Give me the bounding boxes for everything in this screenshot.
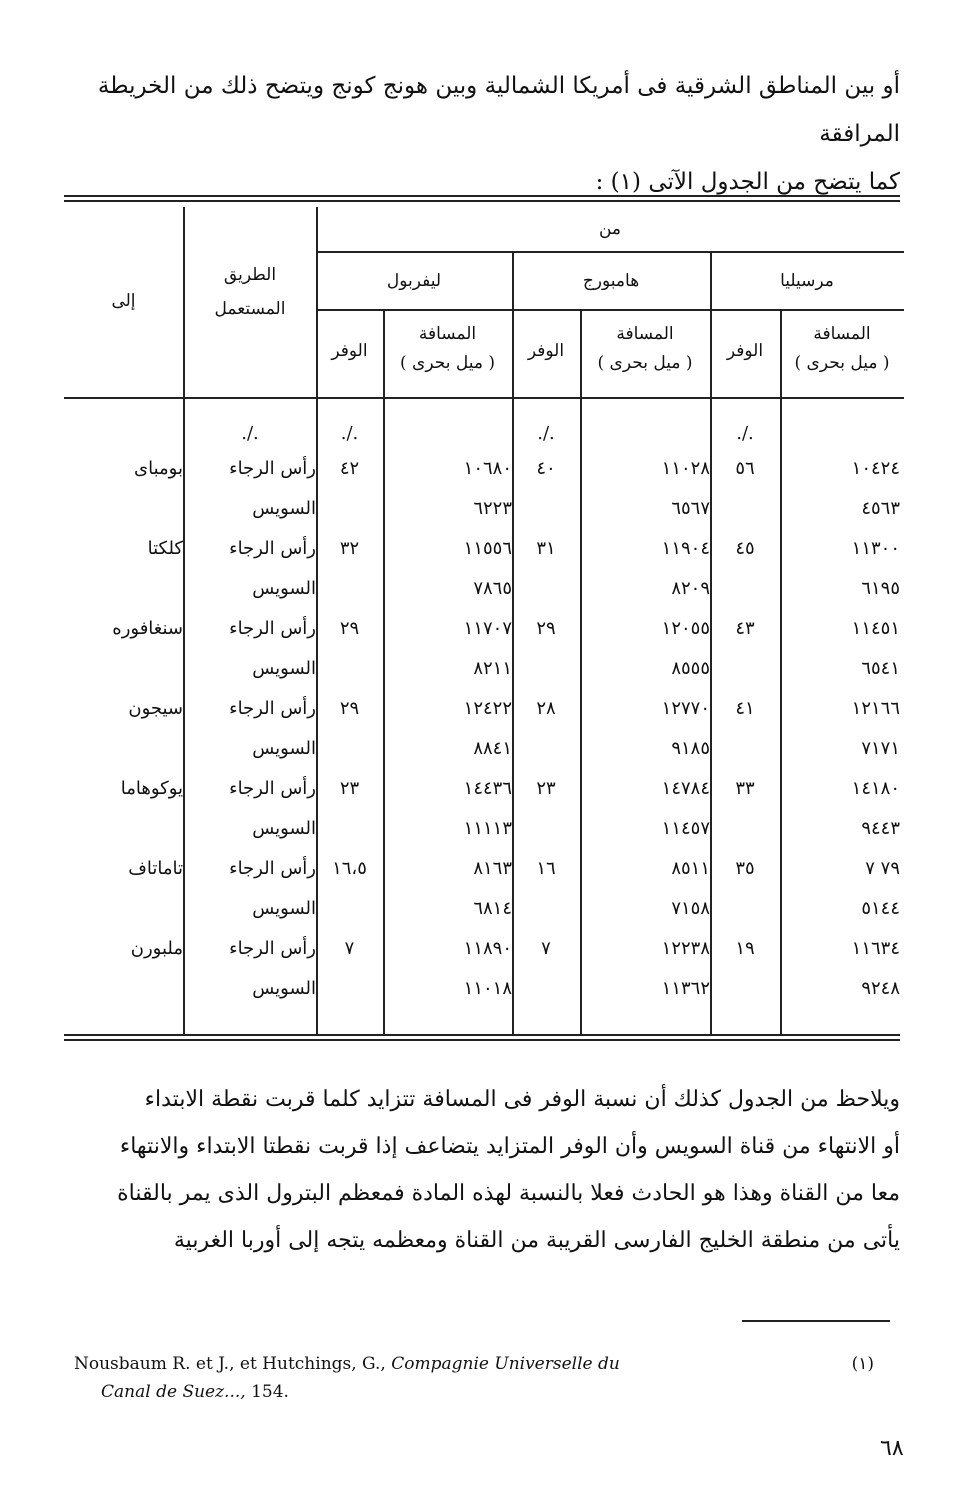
cell-lsav xyxy=(316,888,383,928)
cell-hsav: ٢٨ xyxy=(536,697,556,719)
cell-route: السويس xyxy=(252,657,316,679)
cell-ssav xyxy=(710,488,780,528)
table-row xyxy=(64,928,900,968)
cell-ssav: ١٩ xyxy=(735,937,755,959)
table-row xyxy=(64,528,900,568)
cell-ssav xyxy=(710,568,780,608)
cell-sdist: ٧١٧١ xyxy=(861,737,900,759)
cell-dest xyxy=(64,968,183,1008)
cell-ssav: ٣٥ xyxy=(735,857,755,879)
cell-ldist: ٦٨١٤ xyxy=(473,897,512,919)
cell-route: السويس xyxy=(252,497,316,519)
cell-ldist: ٨١٦٣ xyxy=(473,857,512,879)
cell-route: السويس xyxy=(252,897,316,919)
cell-sdist: ٦١٩٥ xyxy=(861,577,900,599)
cell-ssav xyxy=(710,968,780,1008)
header-hamburg-distance-2: ( ميل بحرى ) xyxy=(597,353,693,373)
cell-hdist: ١١٣٦٢ xyxy=(661,977,710,999)
cell-ldist: ٨٢١١ xyxy=(473,657,512,679)
cell-ldist: ١١١١٣ xyxy=(463,817,512,839)
cell-hdist: ١٤٧٨٤ xyxy=(661,777,710,799)
cell-sdist: ٩٤٤٣ xyxy=(861,817,900,839)
cell-hdist: ١١٠٢٨ xyxy=(661,457,710,479)
cell-ldist: ١١٠١٨ xyxy=(463,977,512,999)
table-row xyxy=(64,608,900,648)
cell-lsav: ٧ xyxy=(344,937,355,959)
cell-lsav: ٤٢ xyxy=(339,457,360,479)
cell-hdist: ١٢٠٥٥ xyxy=(661,617,710,639)
cell-ldist: ٨٨٤١ xyxy=(473,737,512,759)
cell-ldist: ٧٨٦٥ xyxy=(473,577,512,599)
cell-hdist: ٨٥١١ xyxy=(671,857,710,879)
cell-dest: سيجون xyxy=(128,697,183,719)
cell-lsav xyxy=(316,488,383,528)
cell-hdist: ٦٥٦٧ xyxy=(671,497,710,519)
cell-ldist: ١١٥٥٦ xyxy=(463,537,512,559)
cell-ssav: ٤١ xyxy=(735,697,755,719)
header-route-line1: الطريق xyxy=(223,265,277,285)
cell-route: رأس الرجاء xyxy=(229,617,316,639)
cell-dest xyxy=(64,728,183,768)
table-row xyxy=(64,448,900,488)
cell-dest xyxy=(64,808,183,848)
footnote xyxy=(74,1350,874,1406)
footnote-page: 154. xyxy=(251,1382,289,1402)
cell-sdist: ١١٣٠٠ xyxy=(851,537,900,559)
header-rule-bottom xyxy=(64,397,904,399)
cell-dest: بومباى xyxy=(134,457,183,479)
cell-lsav xyxy=(316,728,383,768)
cell-route: رأس الرجاء xyxy=(229,937,316,959)
cell-ldist: ١١٧٠٧ xyxy=(463,617,512,639)
header-to: إلى xyxy=(111,291,136,311)
cell-hsav: ١٦ xyxy=(536,857,556,879)
cell-ldist: ١٠٦٨٠ xyxy=(463,457,512,479)
footnote-title: Compagnie Universelle du xyxy=(391,1354,620,1374)
cell-dest: يوكوهاما xyxy=(120,777,183,799)
header-from: من xyxy=(598,219,622,239)
table-row xyxy=(64,648,900,688)
header-marseille-distance-2: ( ميل بحرى ) xyxy=(794,353,890,373)
cell-hsav: ٢٣ xyxy=(536,777,556,799)
cell-hdist: ٨٥٥٥ xyxy=(671,657,710,679)
table-top-rule xyxy=(64,195,900,202)
cell-dest xyxy=(64,648,183,688)
cell-lsav: ٢٩ xyxy=(339,617,360,639)
header-liverpool-distance-2: ( ميل بحرى ) xyxy=(400,353,495,373)
header-rule-ports xyxy=(316,309,904,311)
footnote-title-2: Canal de Suez..., xyxy=(101,1382,246,1402)
header-marseille-savings: الوفر xyxy=(726,341,764,361)
cell-dest xyxy=(64,488,183,528)
distance-table xyxy=(64,448,900,1008)
percent-route: ./. xyxy=(241,423,259,444)
cell-dest xyxy=(64,568,183,608)
cell-hsav: ٣١ xyxy=(536,537,556,559)
cell-lsav: ٢٣ xyxy=(339,777,360,799)
cell-hsav xyxy=(512,488,580,528)
cell-route: رأس الرجاء xyxy=(229,457,316,479)
header-rule-from xyxy=(316,251,904,253)
header-route-line2: المستعمل xyxy=(214,299,286,319)
cell-ssav xyxy=(710,888,780,928)
cell-lsav: ٣٢ xyxy=(339,537,360,559)
cell-hdist: ١١٩٠٤ xyxy=(661,537,710,559)
cell-lsav xyxy=(316,968,383,1008)
cell-sdist: ٦٥٤١ xyxy=(861,657,900,679)
table-row xyxy=(64,688,900,728)
cell-ldist: ١٢٤٢٢ xyxy=(463,697,512,719)
header-port-liverpool: ليفربول xyxy=(386,271,442,291)
cell-hsav xyxy=(512,808,580,848)
cell-lsav xyxy=(316,648,383,688)
table-row xyxy=(64,728,900,768)
cell-hsav xyxy=(512,728,580,768)
cell-lsav xyxy=(316,568,383,608)
cell-hsav xyxy=(512,968,580,1008)
cell-hdist: ١٢٢٣٨ xyxy=(661,937,710,959)
percent-marseille: ./. xyxy=(736,423,754,444)
cell-ldist: ١٤٤٣٦ xyxy=(463,777,512,799)
cell-dest: كلكتا xyxy=(147,537,183,559)
table-row xyxy=(64,968,900,1008)
after-line-3: معا من القناة وهذا هو الحادث فعلا بالنسبة لهذه المادة فمعظم البترول الذى يمر بالقناة xyxy=(117,1181,900,1206)
cell-hsav: ٢٩ xyxy=(536,617,556,639)
cell-ssav xyxy=(710,808,780,848)
cell-hsav: ٧ xyxy=(541,937,551,959)
cell-ssav: ٤٥ xyxy=(735,537,755,559)
cell-ssav: ٣٣ xyxy=(735,777,755,799)
intro-line-1: أو بين المناطق الشرقية فى أمريكا الشمالية وبين هونج كونج ويتضح ذلك من الخريطة المرافقة xyxy=(97,73,900,147)
cell-sdist: ١٢١٦٦ xyxy=(851,697,900,719)
cell-route: السويس xyxy=(252,577,316,599)
cell-ldist: ٦٢٢٣ xyxy=(473,497,512,519)
intro-line-2: كما يتضح من الجدول الآتى (١) : xyxy=(595,169,900,195)
header-hamburg-savings: الوفر xyxy=(527,341,565,361)
cell-ssav: ٥٦ xyxy=(735,457,755,479)
cell-hdist: ٨٢٠٩ xyxy=(671,577,710,599)
table-row xyxy=(64,808,900,848)
cell-sdist: ٧٩ ٧ xyxy=(865,857,900,879)
following-paragraph xyxy=(70,1076,900,1264)
cell-route: رأس الرجاء xyxy=(229,537,316,559)
cell-ssav: ٤٣ xyxy=(735,617,755,639)
table-row xyxy=(64,848,900,888)
cell-lsav xyxy=(316,808,383,848)
cell-sdist: ٤٥٦٣ xyxy=(861,497,900,519)
table-row xyxy=(64,488,900,528)
cell-sdist: ٩٢٤٨ xyxy=(861,977,900,999)
cell-sdist: ١٤١٨٠ xyxy=(851,777,900,799)
cell-sdist: ٥١٤٤ xyxy=(861,897,900,919)
cell-route: رأس الرجاء xyxy=(229,857,316,879)
header-marseille-distance-1: المسافة xyxy=(813,324,871,344)
cell-lsav: ٢٩ xyxy=(339,697,360,719)
cell-dest: سنغافوره xyxy=(112,617,183,639)
header-hamburg-distance-1: المسافة xyxy=(616,324,674,344)
after-line-2: أو الانتهاء من قناة السويس وأن الوفر المتزايد يتضاعف إذا قربت نقطتا الابتداء والانتهاء xyxy=(119,1134,900,1159)
table-bottom-rule xyxy=(64,1034,900,1041)
cell-sdist: ١١٤٥١ xyxy=(851,617,900,639)
cell-hdist: ٧١٥٨ xyxy=(671,897,710,919)
cell-lsav: ١٦،٥ xyxy=(332,857,367,879)
cell-ldist: ١١٨٩٠ xyxy=(463,937,512,959)
table-row xyxy=(64,568,900,608)
cell-ssav xyxy=(710,728,780,768)
cell-sdist: ١١٦٣٤ xyxy=(851,937,900,959)
header-liverpool-savings: الوفر xyxy=(331,341,368,361)
cell-route: رأس الرجاء xyxy=(229,777,316,799)
after-line-1: ويلاحظ من الجدول كذلك أن نسبة الوفر فى المسافة تتزايد كلما قربت نقطة الابتداء xyxy=(144,1087,900,1112)
footnote-authors: Nousbaum R. et J., et Hutchings, G., xyxy=(74,1354,386,1374)
cell-hsav xyxy=(512,648,580,688)
after-line-4: يأتى من منطقة الخليج الفارسى القريبة من القناة ومعظمه يتجه إلى أوربا الغربية xyxy=(173,1228,900,1253)
cell-route: السويس xyxy=(252,737,316,759)
cell-hdist: ١١٤٥٧ xyxy=(661,817,710,839)
cell-route: السويس xyxy=(252,977,316,999)
percent-hamburg: ./. xyxy=(537,423,555,444)
cell-dest xyxy=(64,888,183,928)
cell-dest: ملبورن xyxy=(130,937,183,959)
footnote-rule xyxy=(742,1320,890,1322)
table-row xyxy=(64,768,900,808)
footnote-mark: (١) xyxy=(851,1354,874,1374)
cell-route: رأس الرجاء xyxy=(229,697,316,719)
page-number: ٦٨ xyxy=(880,1436,904,1461)
header-port-hamburg: هامبورج xyxy=(582,271,640,291)
table-row xyxy=(64,888,900,928)
cell-hdist: ١٢٧٧٠ xyxy=(661,697,710,719)
cell-hsav xyxy=(512,568,580,608)
intro-paragraph xyxy=(70,62,900,206)
cell-dest: تاماتاف xyxy=(128,857,183,879)
cell-sdist: ١٠٤٢٤ xyxy=(851,457,900,479)
cell-ssav xyxy=(710,648,780,688)
cell-hsav: ٤٠ xyxy=(536,457,556,479)
header-port-marseille: مرسيليا xyxy=(780,271,834,291)
header-liverpool-distance-1: المسافة xyxy=(418,324,477,344)
percent-liverpool: ./. xyxy=(340,423,359,444)
cell-hsav xyxy=(512,888,580,928)
cell-hdist: ٩١٨٥ xyxy=(671,737,710,759)
cell-route: السويس xyxy=(252,817,316,839)
